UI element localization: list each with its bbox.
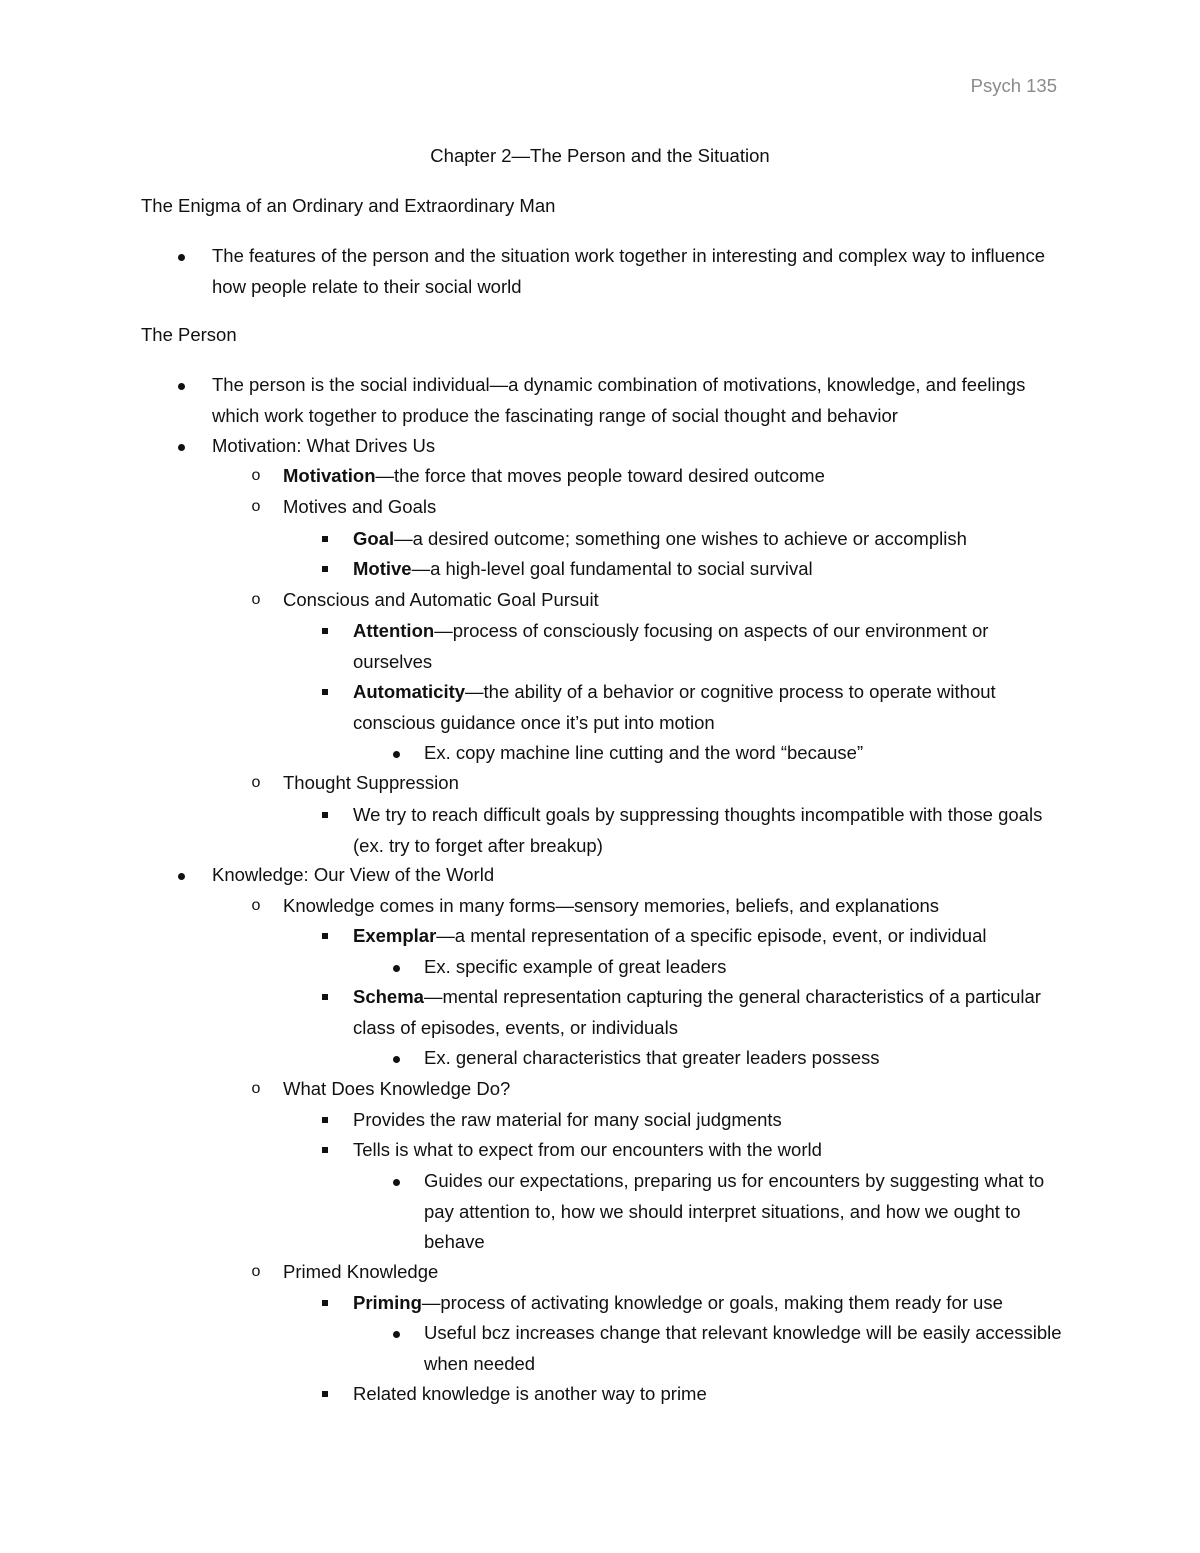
bullet-icon xyxy=(171,860,191,891)
square-bullet-icon xyxy=(315,1288,335,1319)
list-item: o Motives and Goals xyxy=(283,492,1063,523)
section-heading-person: The Person xyxy=(141,324,237,345)
bullet-icon xyxy=(386,1043,406,1074)
circle-bullet-icon: o xyxy=(251,1080,261,1097)
running-header: Psych 135 xyxy=(970,75,1057,96)
bullet-icon xyxy=(386,1166,406,1197)
list-item: Automaticity—the ability of a behavior or cognitive process to operate without conscious guidance once it’s put into motion xyxy=(353,677,1063,738)
bullet-icon xyxy=(386,952,406,983)
circle-bullet-icon: o xyxy=(251,498,261,515)
list-item: We try to reach difficult goals by suppressing thoughts incompatible with those goals (ex. try to forget after breakup) xyxy=(353,800,1063,861)
list-item: o Thought Suppression xyxy=(283,768,1063,799)
square-bullet-icon xyxy=(315,677,335,708)
square-bullet-icon xyxy=(315,1379,335,1410)
circle-bullet-icon: o xyxy=(251,1263,261,1280)
circle-bullet-icon: o xyxy=(251,897,261,914)
term: Automaticity xyxy=(353,681,466,702)
bullet-icon xyxy=(386,738,406,769)
square-bullet-icon xyxy=(315,616,335,647)
bullet-icon xyxy=(171,241,191,272)
list-item: Ex. specific example of great leaders xyxy=(424,952,1064,983)
list-item: o What Does Knowledge Do? xyxy=(283,1074,1063,1105)
bullet-icon xyxy=(171,370,191,401)
list-item: Useful bcz increases change that relevant knowledge will be easily accessible when needed xyxy=(424,1318,1064,1379)
square-bullet-icon xyxy=(315,982,335,1013)
list-item: Ex. copy machine line cutting and the word “because” xyxy=(424,738,1064,769)
list-item-motivation: Motivation: What Drives Us xyxy=(212,431,1062,462)
list-item: Guides our expectations, preparing us for encounters by suggesting what to pay attention to, how we should interpret situations, and how we ought to behave xyxy=(424,1166,1064,1258)
list-item: Schema—mental representation capturing the general characteristics of a particular class of episodes, events, or individuals xyxy=(353,982,1063,1043)
list-item: Goal—a desired outcome; something one wishes to achieve or accomplish xyxy=(353,524,1063,555)
term: Motive xyxy=(353,558,412,579)
list-item: The features of the person and the situation work together in interesting and complex way to influence how people relate to their social world xyxy=(212,241,1062,302)
square-bullet-icon xyxy=(315,800,335,831)
square-bullet-icon xyxy=(315,524,335,555)
circle-bullet-icon: o xyxy=(251,591,261,608)
square-bullet-icon xyxy=(315,1105,335,1136)
list-item: o Knowledge comes in many forms—sensory memories, beliefs, and explanations xyxy=(283,891,1063,922)
section-heading-enigma: The Enigma of an Ordinary and Extraordinary Man xyxy=(141,195,556,216)
chapter-title: Chapter 2—The Person and the Situation xyxy=(430,145,770,166)
term: Motivation xyxy=(283,465,376,486)
list-item: The person is the social individual—a dynamic combination of motivations, knowledge, and feelings which work together to produce the fascinating range of social thought and behavior xyxy=(212,370,1062,431)
list-item: Attention—process of consciously focusing on aspects of our environment or ourselves xyxy=(353,616,1063,677)
circle-bullet-icon: o xyxy=(251,774,261,791)
list-item: Tells is what to expect from our encounters with the world xyxy=(353,1135,1063,1166)
square-bullet-icon xyxy=(315,1135,335,1166)
list-item: Related knowledge is another way to prime xyxy=(353,1379,1063,1410)
list-item: Exemplar—a mental representation of a specific episode, event, or individual xyxy=(353,921,1063,952)
term: Priming xyxy=(353,1292,422,1313)
list-item: o Primed Knowledge xyxy=(283,1257,1063,1288)
bullet-icon xyxy=(386,1318,406,1349)
square-bullet-icon xyxy=(315,554,335,585)
list-item: Ex. general characteristics that greater leaders possess xyxy=(424,1043,1064,1074)
term: Goal xyxy=(353,528,395,549)
list-item-knowledge: Knowledge: Our View of the World xyxy=(212,860,1062,891)
list-item: Priming—process of activating knowledge or goals, making them ready for use xyxy=(353,1288,1063,1319)
list-item: Provides the raw material for many social judgments xyxy=(353,1105,1063,1136)
list-item: Motive—a high-level goal fundamental to social survival xyxy=(353,554,1063,585)
term: Attention xyxy=(353,620,435,641)
bullet-icon xyxy=(171,431,191,462)
term: Schema xyxy=(353,986,424,1007)
list-item: o Conscious and Automatic Goal Pursuit xyxy=(283,585,1063,616)
square-bullet-icon xyxy=(315,921,335,952)
term: Exemplar xyxy=(353,925,437,946)
list-item: o Motivation—the force that moves people toward desired outcome xyxy=(283,461,1063,492)
circle-bullet-icon: o xyxy=(251,467,261,484)
